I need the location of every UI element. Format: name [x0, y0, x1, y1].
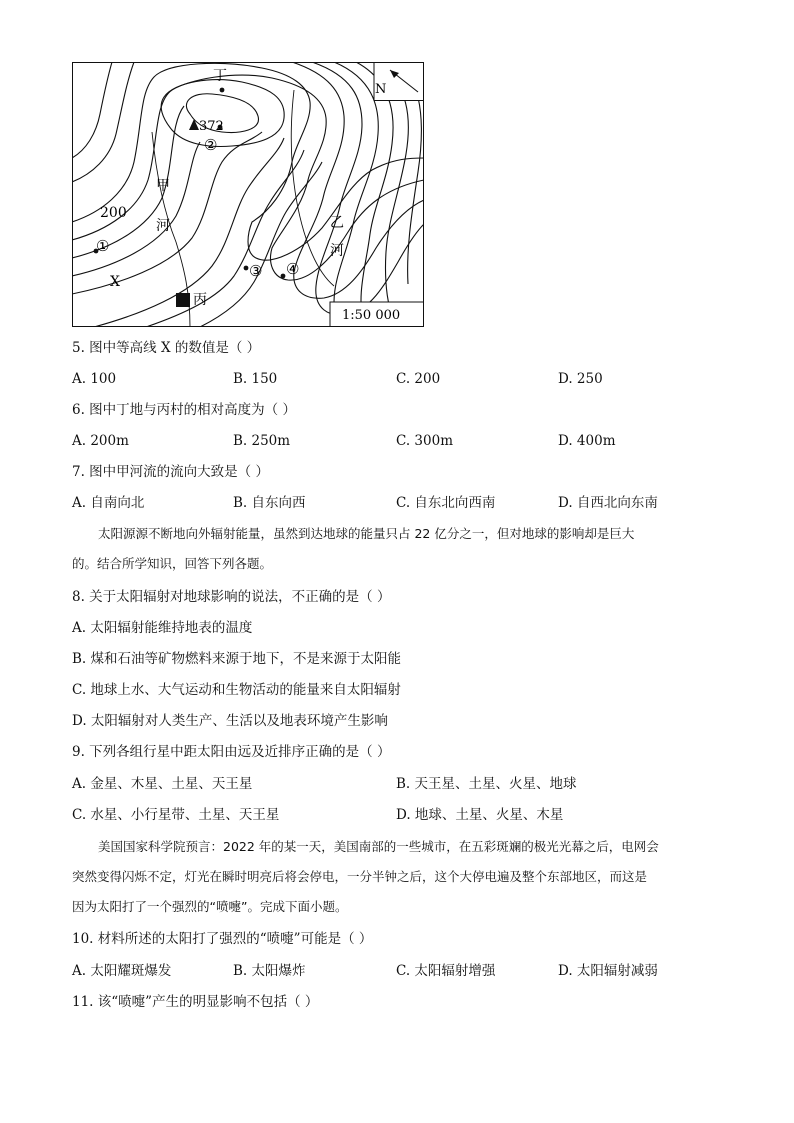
label-200: 200: [100, 205, 127, 221]
q7-option-c: C. 自东北向西南: [396, 495, 496, 511]
q5-option-a: A. 100: [72, 371, 117, 387]
label-jia: 甲: [156, 178, 170, 194]
question-9-stem: 9. 下列各组行星中距太阳由远及近排序正确的是（ ）: [72, 744, 391, 760]
label-x: X: [110, 274, 120, 290]
question-6-stem: 6. 图中丁地与丙村的相对高度为（ ）: [72, 402, 296, 418]
label-ding: 丁: [213, 68, 227, 84]
question-8-stem: 8. 关于太阳辐射对地球影响的说法，不正确的是（ ）: [72, 589, 391, 605]
label-4: ④: [286, 260, 300, 278]
label-1: ①: [96, 237, 110, 255]
q6-option-c: C. 300m: [396, 433, 453, 449]
question-11-stem: 11. 该“喷嚏”产生的明显影响不包括（ ）: [72, 994, 319, 1010]
material-2-line-1: 美国国家科学院预言：2022 年的某一天，美国南部的一些城市，在五彩斑斓的极光光幕之后，电网会: [98, 839, 659, 854]
q9-option-a: A. 金星、木星、土星、天王星: [72, 776, 253, 792]
question-10-stem: 10. 材料所述的太阳打了强烈的“喷嚏”可能是（ ）: [72, 931, 373, 947]
material-2-line-2: 突然变得闪烁不定，灯光在瞬时明亮后将会停电，一分半钟之后，这个大停电遍及整个东部地区，而这是: [72, 869, 648, 884]
label-3: ③: [249, 262, 263, 280]
q6-option-d: D. 400m: [558, 433, 616, 449]
scale-label: 1:50 000: [342, 308, 401, 323]
label-2: ②: [204, 136, 218, 154]
q10-option-a: A. 太阳耀斑爆发: [72, 963, 172, 979]
q7-option-b: B. 自东向西: [233, 495, 306, 511]
label-peak: 372: [199, 119, 224, 134]
material-1-line-1: 太阳源源不断地向外辐射能量，虽然到达地球的能量只占 22 亿分之一，但对地球的影响却是巨大: [98, 526, 635, 541]
point-ding: [220, 88, 225, 93]
north-label: N: [375, 82, 387, 97]
label-yi-he: 河: [330, 243, 344, 259]
q9-option-d: D. 地球、土星、火星、木星: [396, 807, 564, 823]
q5-option-d: D. 250: [558, 371, 603, 387]
topographic-map: [72, 62, 424, 327]
q6-option-a: A. 200m: [72, 433, 129, 449]
q9-option-b: B. 天王星、土星、火星、地球: [396, 776, 577, 792]
question-7-stem: 7. 图中甲河流的流向大致是（ ）: [72, 464, 269, 480]
q8-option-a: A. 太阳辐射能维持地表的温度: [72, 620, 253, 636]
q8-option-b: B. 煤和石油等矿物燃料来源于地下，不是来源于太阳能: [72, 651, 402, 667]
question-5-stem: 5. 图中等高线 X 的数值是（ ）: [72, 340, 261, 356]
q6-option-b: B. 250m: [233, 433, 291, 449]
q9-option-c: C. 水星、小行星带、土星、天王星: [72, 807, 280, 823]
q10-option-b: B. 太阳爆炸: [233, 963, 306, 979]
q10-option-d: D. 太阳辐射减弱: [558, 963, 658, 979]
material-1-line-2: 的。结合所学知识，回答下列各题。: [72, 556, 273, 571]
map-frame: [73, 63, 424, 327]
label-yi: 乙: [330, 215, 344, 231]
point-4: [281, 274, 286, 279]
bing-village: [176, 293, 190, 307]
material-2-line-3: 因为太阳打了一个强烈的“喷嚏”。完成下面小题。: [72, 899, 348, 914]
q8-option-c: C. 地球上水、大气运动和生物活动的能量来自太阳辐射: [72, 682, 401, 698]
point-3: [244, 266, 249, 271]
q7-option-a: A. 自南向北: [72, 495, 145, 511]
label-bing: 丙: [193, 292, 207, 308]
q5-option-b: B. 150: [233, 371, 278, 387]
label-jia-he: 河: [156, 218, 170, 234]
q8-option-d: D. 太阳辐射对人类生产、生活以及地表环境产生影响: [72, 713, 388, 729]
q7-option-d: D. 自西北向东南: [558, 495, 658, 511]
q10-option-c: C. 太阳辐射增强: [396, 963, 496, 979]
q5-option-c: C. 200: [396, 371, 441, 387]
